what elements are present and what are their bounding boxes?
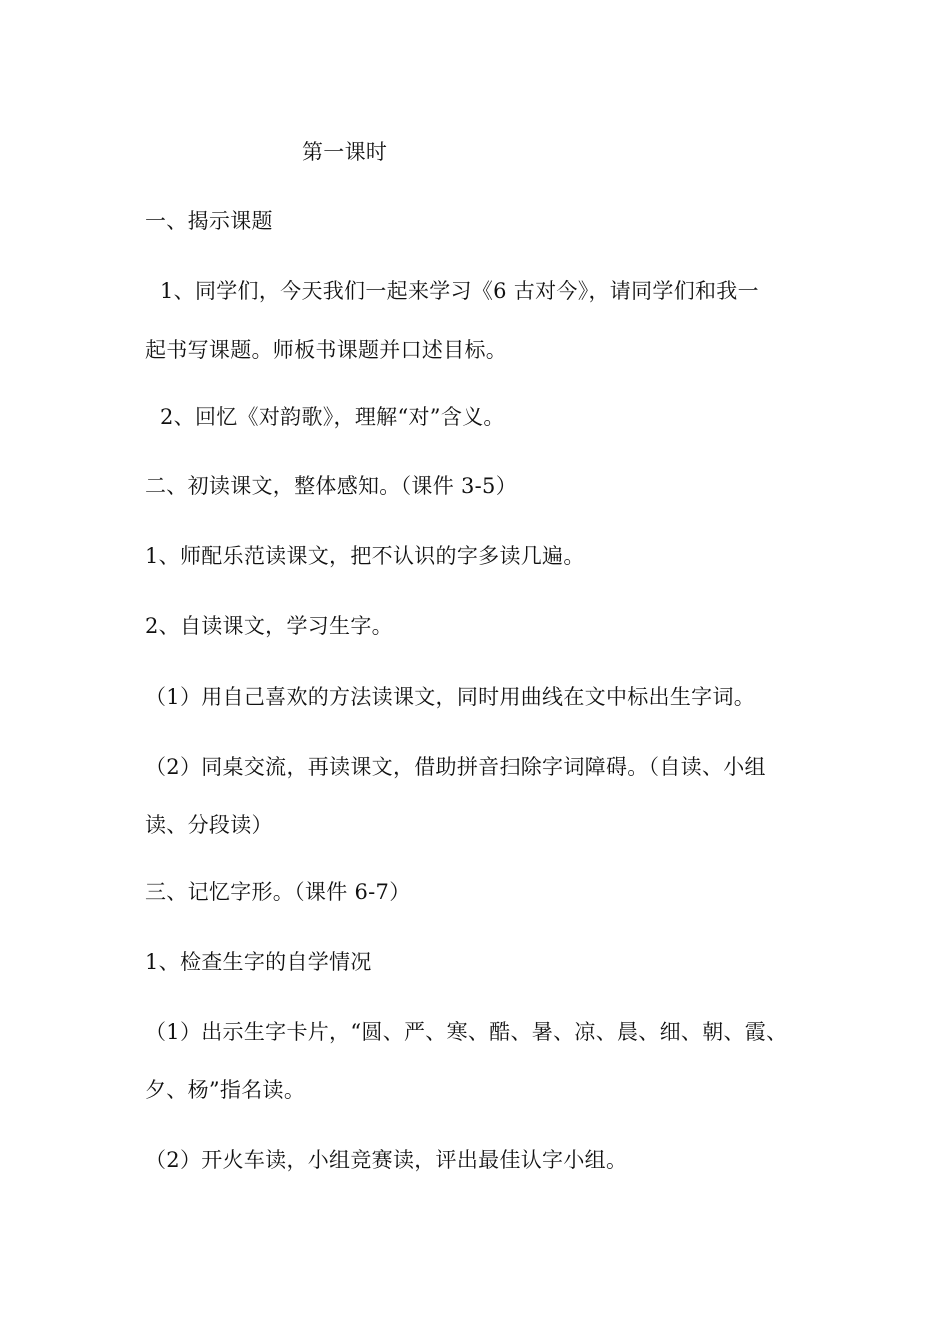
section-heading: 一、揭示课题 <box>145 209 273 233</box>
paragraph-line: 起书写课题。师板书课题并口述目标。 <box>145 338 508 362</box>
paragraph-line: 1、师配乐范读课文，把不认识的字多读几遍。 <box>145 544 585 568</box>
section-heading: 三、记忆字形。（课件 6-7） <box>145 880 411 904</box>
paragraph-line: 2、回忆《对韵歌》，理解“对”含义。 <box>160 405 505 429</box>
paragraph-line: 1、检查生字的自学情况 <box>145 950 372 974</box>
paragraph-line: （1）出示生字卡片，“圆、严、寒、酷、暑、凉、晨、细、朝、霞、 <box>145 1020 788 1044</box>
paragraph-line: 夕、杨”指名读。 <box>145 1078 306 1102</box>
paragraph-line: （1）用自己喜欢的方法读课文，同时用曲线在文中标出生字词。 <box>145 685 756 709</box>
paragraph-line: （2）同桌交流，再读课文，借助拼音扫除字词障碍。（自读、小组 <box>145 755 766 779</box>
paragraph-line: 2、自读课文，学习生字。 <box>145 614 393 638</box>
page-title: 第一课时 <box>302 140 388 164</box>
section-heading: 二、初读课文，整体感知。（课件 3-5） <box>145 474 517 498</box>
paragraph-line: （2）开火车读，小组竞赛读，评出最佳认字小组。 <box>145 1148 628 1172</box>
paragraph-line: 1、同学们，今天我们一起来学习《6 古对今》，请同学们和我一 <box>160 279 759 303</box>
paragraph-line: 读、分段读） <box>145 813 273 837</box>
